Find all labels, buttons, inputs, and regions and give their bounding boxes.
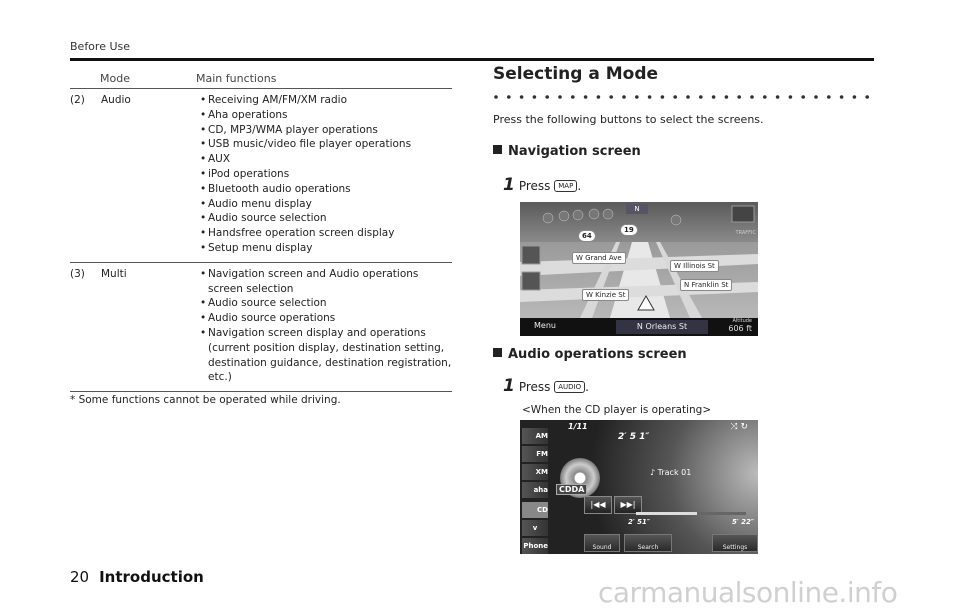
dot [507, 95, 511, 99]
dot [725, 95, 729, 99]
page-header: Before Use [70, 40, 131, 53]
dot [558, 95, 562, 99]
function-item: • Navigation screen display and operations (current position display, destination setting, destination guidance, destination registration, etc.) [200, 326, 452, 385]
function-item: • Receiving AM/FM/XM radio [200, 93, 452, 108]
dot [597, 95, 601, 99]
progress-bar [636, 512, 746, 515]
source-cd: CD [522, 502, 548, 518]
audio-screen-image [520, 420, 758, 554]
audio-step: 1 Press AUDIO . [503, 376, 589, 396]
source-xm: XM [522, 464, 548, 480]
square-bullet-icon [493, 348, 502, 357]
road-label: W Kinzie St [582, 289, 629, 301]
nav-screen-heading: Navigation screen [493, 144, 641, 159]
map-roads-graphic [520, 202, 758, 336]
column-header-functions: Main functions [196, 72, 277, 85]
dot [814, 95, 818, 99]
dot [545, 95, 549, 99]
map-key: MAP [554, 180, 577, 192]
step-text: Press [518, 380, 551, 394]
table-row [70, 263, 452, 392]
settings-button: Settings [712, 534, 758, 552]
dot [776, 95, 780, 99]
dot [609, 95, 613, 99]
table-row [70, 89, 452, 263]
source-sidebar [520, 420, 550, 554]
row-number: (2) [70, 94, 85, 106]
watermark: carmanualsonline.info [598, 576, 898, 609]
music-note-icon: ♪ [650, 468, 658, 477]
total-time: 5′ 22″ [732, 518, 755, 526]
track-name: ♪ Track 01 [650, 468, 692, 477]
function-item: • Aha operations [200, 108, 452, 123]
dotted-rule [493, 93, 873, 101]
road-label: W Grand Ave [572, 252, 626, 264]
dot [648, 95, 652, 99]
dot [584, 95, 588, 99]
section-intro: Press the following buttons to select the screens. [493, 113, 764, 126]
square-bullet-icon [493, 145, 502, 154]
dot [853, 95, 857, 99]
menu-button: Menu [534, 321, 556, 330]
step-text: Press [518, 179, 551, 193]
audio-key: AUDIO [554, 381, 585, 393]
highway-shield: 64 [578, 230, 596, 242]
dot [673, 95, 677, 99]
dot [840, 95, 844, 99]
function-item: • USB music/video file player operations [200, 137, 452, 152]
dot [763, 95, 767, 99]
sound-button: Sound [584, 534, 620, 552]
dot [571, 95, 575, 99]
function-item: • iPod operations [200, 167, 452, 182]
road-label: N Franklin St [680, 279, 732, 291]
function-item: • Bluetooth audio operations [200, 182, 452, 197]
page-footer [70, 568, 204, 586]
traffic-indicator: TRAFFIC [735, 230, 756, 236]
source-fm: FM [522, 446, 548, 462]
modes-table [70, 70, 452, 406]
function-item: • Audio source selection [200, 296, 452, 311]
route-shield: 19 [620, 224, 638, 236]
header-rule [70, 58, 874, 61]
source-phone: Phone [522, 538, 548, 554]
dot [494, 95, 498, 99]
cd-caption: <When the CD player is operating> [522, 404, 712, 416]
dot [801, 95, 805, 99]
footer-title: Introduction [99, 568, 204, 586]
function-item: • Audio menu display [200, 197, 452, 212]
nav-bottom-bar [520, 318, 758, 336]
dot [827, 95, 831, 99]
dot [661, 95, 665, 99]
dot [750, 95, 754, 99]
function-item: • Audio source selection [200, 211, 452, 226]
source-aha: aha [522, 482, 548, 498]
shuffle-repeat-icon: ⤨ ↻ [730, 422, 748, 432]
row-number: (3) [70, 267, 85, 280]
road-label: W Illinois St [670, 260, 719, 272]
function-item: • AUX [200, 152, 452, 167]
page-number: 20 [70, 568, 90, 586]
dot [865, 95, 869, 99]
function-item: • Setup menu display [200, 241, 452, 256]
function-item: • Audio source operations [200, 311, 452, 326]
dot [520, 95, 524, 99]
next-track-icon: ▶▶| [614, 496, 642, 514]
dot [737, 95, 741, 99]
function-item: • CD, MP3/WMA player operations [200, 123, 452, 138]
table-footnote: * Some functions cannot be operated while driving. [70, 394, 341, 407]
navigation-screen-image [520, 202, 758, 336]
dot [686, 95, 690, 99]
current-street: N Orleans St [616, 320, 708, 334]
column-header-mode: Mode [100, 72, 130, 85]
dot [533, 95, 537, 99]
row-mode: Audio [101, 94, 131, 106]
section-title: Selecting a Mode [493, 64, 659, 84]
chevron-down-icon: v [522, 520, 548, 536]
row-mode: Multi [101, 267, 127, 280]
function-item: • Handsfree operation screen display [200, 226, 452, 241]
compass-indicator: N [626, 204, 648, 214]
step-number: 1 [503, 175, 515, 195]
track-index: 1/11 [568, 422, 588, 431]
function-list [70, 93, 452, 256]
step-number: 1 [503, 376, 515, 396]
function-list [70, 267, 452, 385]
dot [789, 95, 793, 99]
dot [712, 95, 716, 99]
disc-type-label: CDDA [556, 484, 587, 495]
altitude-readout: Altitude 606 ft [728, 318, 752, 333]
nav-step: 1 Press MAP . [503, 175, 582, 195]
dot [699, 95, 703, 99]
search-button: Search [624, 534, 672, 552]
source-am: AM [522, 428, 548, 444]
previous-track-icon: |◀◀ [584, 496, 612, 514]
audio-screen-heading: Audio operations screen [493, 347, 687, 362]
dot [635, 95, 639, 99]
table-header [70, 70, 452, 89]
function-item: • Navigation screen and Audio operations screen selection [200, 267, 452, 297]
dot [622, 95, 626, 99]
elapsed-time-large: 2′ 5 1″ [618, 432, 650, 442]
current-time: 2′ 51″ [628, 518, 651, 526]
audio-main-panel [550, 420, 758, 554]
